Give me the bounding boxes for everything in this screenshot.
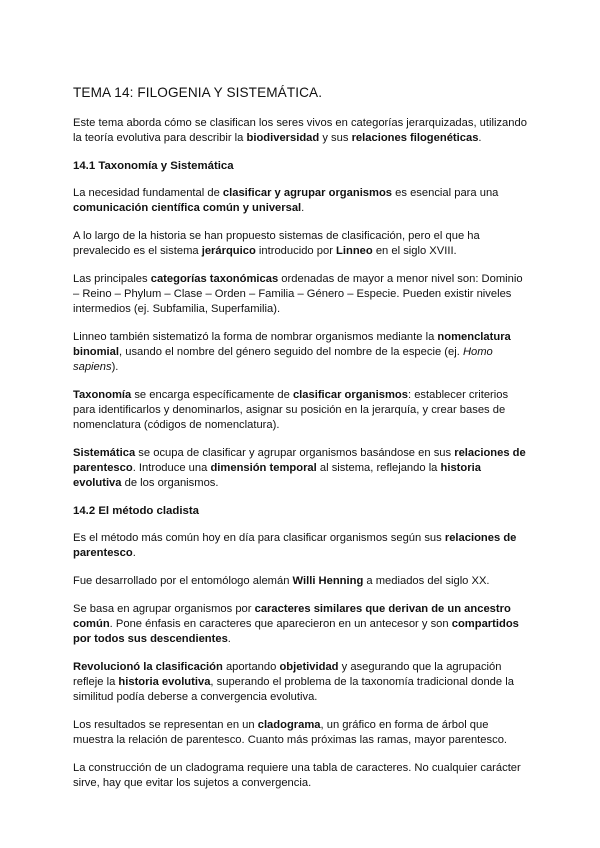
text-run: . Pone énfasis en caracteres que aparecieron en un antecesor y son	[109, 618, 452, 630]
bold-run: cladograma	[257, 719, 321, 731]
paragraph	[73, 718, 530, 748]
text-run: de los organismos.	[121, 477, 219, 489]
text-run: Se basa en agrupar organismos por	[73, 603, 255, 615]
text-run: .	[132, 547, 136, 559]
bold-run: Linneo	[336, 245, 373, 257]
bold-run: Sistemática	[73, 447, 136, 459]
bold-run: objetividad	[279, 661, 339, 673]
bold-run: comunicación científica común y universal	[73, 202, 302, 214]
intro-paragraph	[73, 116, 530, 146]
bold-run: historia evolutiva	[73, 462, 481, 489]
text-run: Linneo también sistematizó la forma de nombrar organismos mediante la	[73, 331, 438, 343]
bold-run: relaciones de parentesco	[73, 532, 517, 559]
bold-run: relaciones filogenéticas	[351, 132, 479, 144]
text-run: .	[227, 633, 231, 645]
paragraph	[73, 186, 530, 216]
paragraph	[73, 446, 530, 491]
bold-run: historia evolutiva	[118, 676, 211, 688]
text-run: Los resultados se representan en un	[73, 719, 258, 731]
bold-run: clasificar organismos	[292, 389, 408, 401]
text-run: se ocupa de clasificar y agrupar organismos basándose en sus	[135, 447, 455, 459]
text-run: a mediados del siglo XX.	[363, 575, 490, 587]
text-run: introducido por	[255, 245, 337, 257]
paragraph	[73, 388, 530, 433]
bold-run: biodiversidad	[246, 132, 320, 144]
bold-run: Willi Henning	[292, 575, 364, 587]
text-run: , un gráfico en forma de árbol que muestra la relación de parentesco. Cuanto más próximas las ramas, mayor parentesco.	[73, 719, 508, 746]
text-run: y sus	[319, 132, 352, 144]
page-title: TEMA 14: FILOGENIA Y SISTEMÁTICA.	[73, 85, 323, 100]
text-run: se encarga específicamente de	[131, 389, 293, 401]
bold-run: caracteres similares que derivan de un ancestro común	[73, 603, 511, 630]
text-run: Este tema aborda cómo se clasifican los seres vivos en categorías jerarquizadas, utilizando la teoría evolutiva para describir la	[73, 117, 527, 144]
text-run: , superando el problema de la taxonomía tradicional donde la similitud podía deberse a convergencia evolutiva.	[73, 676, 514, 703]
text-run: Fue desarrollado por el entomólogo alemán	[73, 575, 293, 587]
bold-run: categorías taxonómicas	[150, 273, 279, 285]
bold-run: Revolucionó la clasificación	[73, 661, 223, 673]
text-run: , usando el nombre del género seguido del nombre de la especie (ej.	[119, 346, 463, 358]
text-run: .	[301, 202, 305, 214]
text-run: es esencial para una	[392, 187, 499, 199]
text-run: : establecer criterios para identificarlos y denominarlos, asignar su posición en la jerarquía, y crear bases de nomenclatura (códigos de nomenclatura).	[73, 389, 509, 431]
text-run: ordenadas de mayor a menor nivel son: Dominio – Reino – Phylum – Clase – Orden – Familia – Género – Especie. Pueden existir niveles intermedios (ej. Subfamilia, Superfamilia).	[73, 273, 523, 315]
text-run: al sistema, reflejando la	[316, 462, 441, 474]
text-run: .	[478, 132, 482, 144]
bold-run: Taxonomía	[73, 389, 132, 401]
bold-run: nomenclatura binomial	[73, 331, 511, 358]
text-run: La necesidad fundamental de	[73, 187, 223, 199]
text-run: ).	[111, 361, 119, 373]
text-run: Las principales	[73, 273, 151, 285]
paragraph	[73, 330, 530, 375]
paragraph	[73, 761, 530, 791]
paragraph	[73, 531, 530, 561]
text-run: A lo largo de la historia se han propuesto sistemas de clasificación, pero el que ha prevalecido es el sistema	[73, 230, 480, 257]
text-run: . Introduce una	[132, 462, 211, 474]
text-run: La construcción de un cladograma requiere una tabla de caracteres. No cualquier carácter sirve, hay que evitar los sujetos a convergencia.	[73, 762, 521, 789]
text-run: en el siglo XVIII.	[372, 245, 457, 257]
paragraph	[73, 229, 530, 259]
italic-run: Homo sapiens	[73, 346, 493, 373]
paragraph	[73, 602, 530, 647]
text-run: y asegurando que la agrupación refleje la	[73, 661, 502, 688]
section-heading-taxonomia: 14.1 Taxonomía y Sistemática	[73, 160, 234, 172]
paragraph	[73, 574, 530, 589]
section-heading-cladista: 14.2 El método cladista	[73, 505, 199, 517]
text-run: Es el método más común hoy en día para clasificar organismos según sus	[73, 532, 445, 544]
bold-run: compartidos por todos sus descendientes	[73, 618, 519, 645]
bold-run: relaciones de parentesco	[73, 447, 526, 474]
paragraph	[73, 272, 530, 317]
bold-run: jerárquico	[201, 245, 256, 257]
text-run: aportando	[222, 661, 280, 673]
bold-run: dimensión temporal	[210, 462, 317, 474]
paragraph	[73, 660, 530, 705]
bold-run: clasificar y agrupar organismos	[222, 187, 393, 199]
